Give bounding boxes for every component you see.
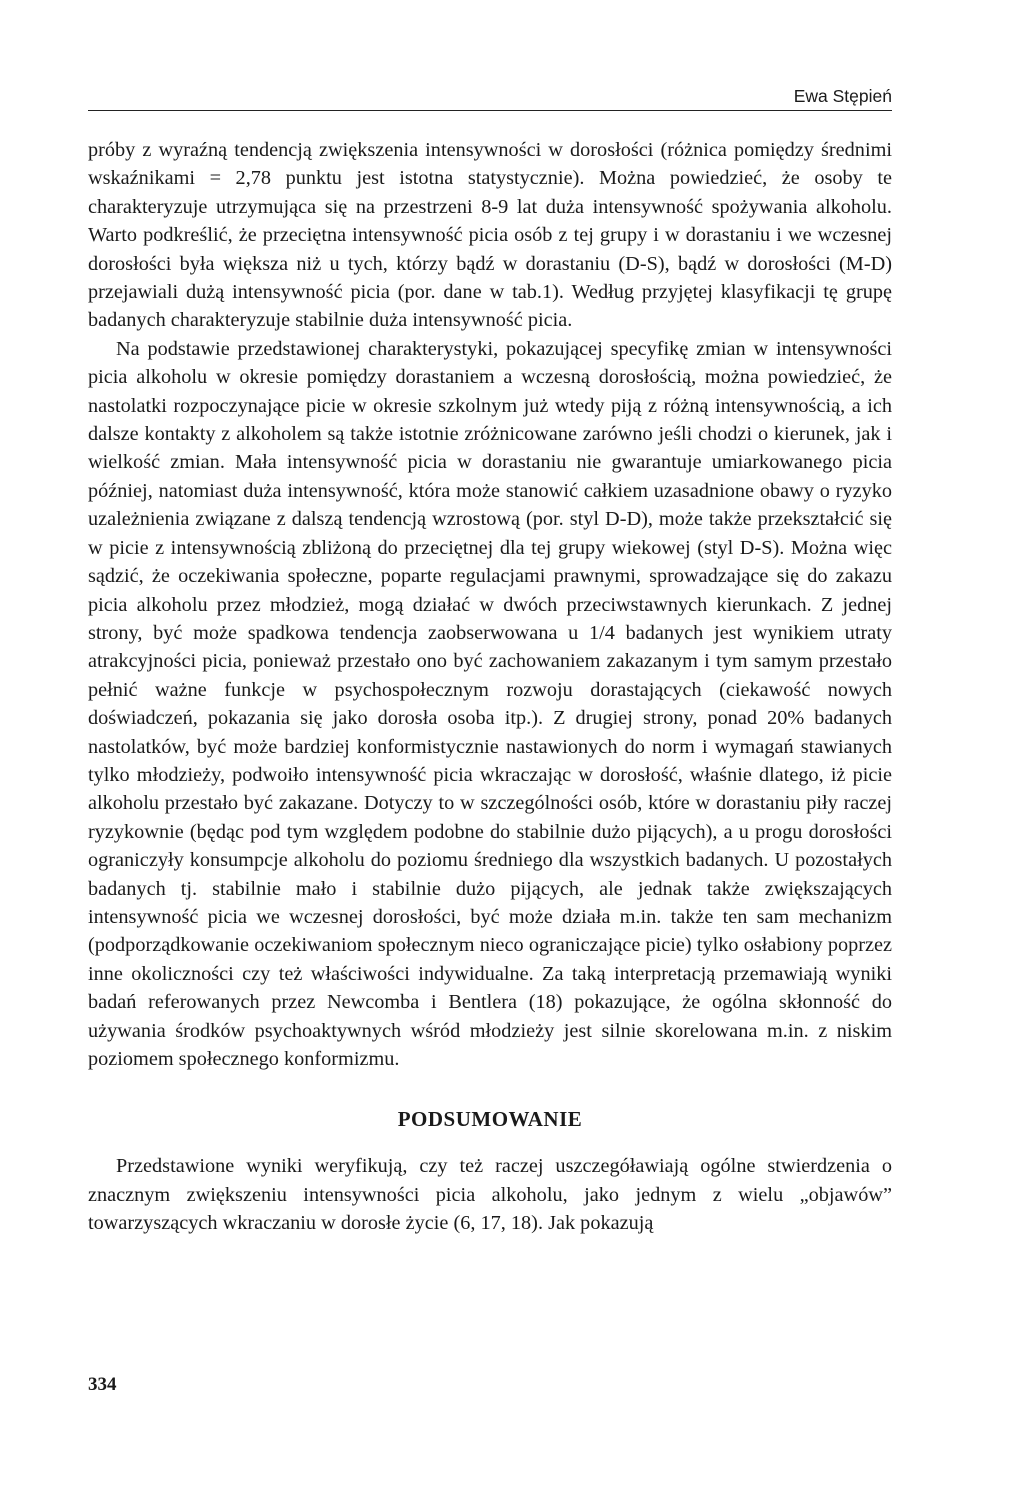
running-head-author: Ewa Stępień: [793, 86, 892, 106]
page-number: 334: [88, 1374, 117, 1395]
running-header: [88, 84, 892, 111]
paragraph-analysis: Na podstawie przedstawionej charakterystyki, pokazującej specyfikę zmian w intensywności picia alkoholu w okresie pomiędzy dorastaniem a wczesną dorosłością, można powiedzieć, że nastolatki rozpoczynające picie w okresie szkolnym już wtedy piją z różną intensywnością, a ich dalsze kontakty z alkoholem są także istotnie zróżnicowane zarówno jeśli chodzi o kierunek, jak i wielkość zmian. Mała intensywność picia w dorastaniu nie gwarantuje umiarkowanego picia później, natomiast duża intensywność, która może stanowić całkiem uzasadnione obawy o ryzyko uzależnienia związane z dalszą tendencją wzrostową (por. styl D-D), może także przekształcić się w picie z intensywnością zbliżoną do przeciętnej dla tej grupy wiekowej (styl D-S). Można więc sądzić, że oczekiwania społeczne, poparte regulacjami prawnymi, sprowadzające się do zakazu picia alkoholu przez młodzież, mogą działać w dwóch przeciwstawnych kierunkach. Z jednej strony, być może spadkowa tendencja zaobserwowana u 1/4 badanych jest wynikiem utraty atrakcyjności picia, ponieważ przestało ono być zachowaniem zakazanym i tym samym przestało pełnić ważne funkcje w psychospołecznym rozwoju dorastających (ciekawość nowych doświadczeń, pokazania się jako dorosła osoba itp.). Z drugiej strony, ponad 20% badanych nastolatków, być może bardziej konformistycznie nastawionych do norm i wymagań stawianych tylko młodzieży, podwoiło intensywność picia wkraczając w dorosłość, właśnie dlatego, iż picie alkoholu przestało być zakazane. Dotyczy to w szczególności osób, które w dorastaniu piły raczej ryzykownie (będąc pod tym względem podobne do stabilnie dużo pijących), a u progu dorosłości ograniczyły konsumpcje alkoholu do poziomu średniego dla wszystkich badanych. U pozostałych badanych tj. stabilnie mało i stabilnie dużo pijących, ale jednak także zwiększających intensywność picia we wczesnej dorosłości, być może działa m.in. także ten sam mechanizm (podporządkowanie oczekiwaniom społecznym nieco ograniczające picie) tylko osłabiony poprzez inne okoliczności czy też właściwości indywidualne. Za taką interpretacją przemawiają wyniki badań referowanych przez Newcomba i Bentlera (18) pokazujące, że ogólna skłonność do używania środków psychoaktywnych wśród młodzieży jest silnie skorelowana m.in. z niskim poziomem społecznego konformizmu.: [88, 337, 892, 1070]
section-heading: PODSUMOWANIE: [397, 1107, 583, 1132]
paragraph-continued: próby z wyraźną tendencją zwiększenia intensywności w dorosłości (różnica pomiędzy średnimi wskaźnikami = 2,78 punktu jest istotna statystycznie). Można powiedzieć, że osoby te charakteryzuje utrzymująca się na przestrzeni 8-9 lat duża intensywność spożywania alkoholu. Warto podkreślić, że przeciętna intensywność picia osób z tej grupy i w dorastaniu i we wczesnej dorosłości była większa niż u tych, którzy bądź w dorastaniu (D-S), bądź w dorosłości (M-D) przejawiali dużą intensywność picia (por. dane w tab.1). Według przyjętej klasyfikacji tę grupę badanych charakteryzuje stabilnie duża intensywność picia.: [88, 139, 892, 332]
body-text: [88, 136, 892, 1238]
paragraph-summary: Przedstawione wyniki weryfikują, czy też raczej uszczegóławiają ogólne stwierdzenia o znacznym zwiększeniu intensywności picia alkoholu, jako jednym z wielu „objawów” towarzyszących wkraczaniu w dorosłe życie (6, 17, 18). Jak pokazują: [88, 1155, 892, 1235]
